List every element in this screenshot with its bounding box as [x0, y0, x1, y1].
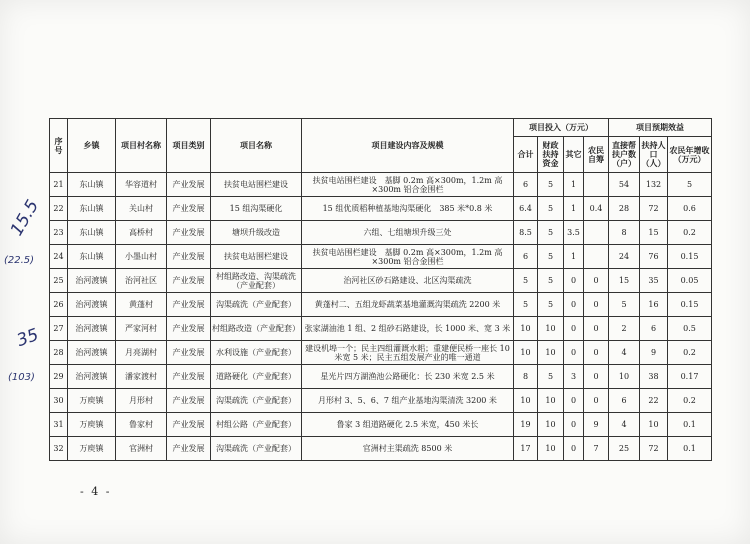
cell-village: 月形村 [116, 389, 167, 413]
cell-income: 0.1 [668, 413, 712, 437]
table-row [50, 317, 712, 341]
table-row [50, 245, 712, 269]
cell-village: 黄蓬村 [116, 293, 167, 317]
cell-households: 28 [609, 197, 640, 221]
cell-seq: 29 [50, 365, 68, 389]
header-category: 项目类别 [167, 119, 211, 173]
cell-content: 鲁家 3 组道路硬化 2.5 米宽，450 米长 [302, 413, 514, 437]
cell-income: 0.17 [668, 365, 712, 389]
cell-income: 0.2 [668, 221, 712, 245]
cell-households: 2 [609, 317, 640, 341]
cell-town: 治河渡镇 [68, 365, 116, 389]
header-fiscal: 财政扶持资金 [538, 137, 564, 173]
header-investment: 项目投入（万元） [514, 119, 609, 137]
cell-seq: 27 [50, 317, 68, 341]
cell-population: 15 [640, 221, 668, 245]
cell-total: 17 [514, 437, 538, 461]
cell-households: 54 [609, 173, 640, 197]
cell-total: 10 [514, 389, 538, 413]
table-row [50, 221, 712, 245]
cell-income: 5 [668, 173, 712, 197]
cell-fiscal: 5 [538, 197, 564, 221]
table-row [50, 293, 712, 317]
cell-other: 3.5 [564, 221, 584, 245]
cell-income: 0.1 [668, 437, 712, 461]
cell-income: 0.5 [668, 317, 712, 341]
cell-content: 黄蓬村二、五组龙虾蔬菜基地灌溉沟渠疏洗 2200 米 [302, 293, 514, 317]
cell-other: 0 [564, 341, 584, 365]
cell-village: 官洲村 [116, 437, 167, 461]
cell-town: 万庾镇 [68, 413, 116, 437]
header-households: 直接帮扶户数（户） [609, 137, 640, 173]
cell-name: 水利设施（产业配套） [211, 341, 302, 365]
cell-category: 产业发展 [167, 197, 211, 221]
cell-fiscal: 10 [538, 413, 564, 437]
cell-income: 0.2 [668, 389, 712, 413]
cell-fiscal: 5 [538, 221, 564, 245]
cell-total: 10 [514, 341, 538, 365]
header-income: 农民年增收（万元） [668, 137, 712, 173]
cell-village: 小墨山村 [116, 245, 167, 269]
header-population: 扶持人口（人） [640, 137, 668, 173]
cell-content: 治河社区砂石路建设、北区沟渠疏洗 [302, 269, 514, 293]
cell-content: 扶贫电站围栏建设 基脚 0.2m 高×300m，1.2m 高×300m 铝合金围栏 [302, 245, 514, 269]
header-self: 农民自筹 [584, 137, 609, 173]
cell-households: 6 [609, 389, 640, 413]
cell-content: 月形村 3、5、6、7 组产业基地沟渠清洗 3200 米 [302, 389, 514, 413]
handwritten-note: 35 [14, 324, 42, 352]
cell-total: 5 [514, 293, 538, 317]
cell-other: 1 [564, 173, 584, 197]
cell-self: 0 [584, 389, 609, 413]
cell-content: 星光片四方湖渔池公路硬化：长 230 米宽 2.5 米 [302, 365, 514, 389]
cell-households: 4 [609, 413, 640, 437]
cell-name: 沟渠疏洗（产业配套） [211, 389, 302, 413]
table-row [50, 413, 712, 437]
cell-self [584, 245, 609, 269]
cell-other: 0 [564, 293, 584, 317]
cell-category: 产业发展 [167, 293, 211, 317]
cell-seq: 24 [50, 245, 68, 269]
table-body [50, 173, 712, 461]
cell-self: 0 [584, 317, 609, 341]
cell-other: 0 [564, 437, 584, 461]
cell-self: 0 [584, 269, 609, 293]
handwritten-note: 15.5 [6, 196, 44, 240]
cell-fiscal: 10 [538, 389, 564, 413]
cell-self [584, 221, 609, 245]
header-benefit: 项目预期效益 [609, 119, 712, 137]
cell-fiscal: 5 [538, 269, 564, 293]
cell-category: 产业发展 [167, 365, 211, 389]
cell-category: 产业发展 [167, 437, 211, 461]
cell-town: 治河渡镇 [68, 269, 116, 293]
cell-town: 东山镇 [68, 197, 116, 221]
header-town: 乡镇 [68, 119, 116, 173]
cell-income: 0.6 [668, 197, 712, 221]
cell-other: 1 [564, 197, 584, 221]
cell-category: 产业发展 [167, 317, 211, 341]
cell-seq: 32 [50, 437, 68, 461]
cell-content: 15 组优质稻种植基地沟渠硬化 385 米*0.8 米 [302, 197, 514, 221]
cell-households: 10 [609, 365, 640, 389]
cell-total: 6 [514, 173, 538, 197]
cell-town: 东山镇 [68, 221, 116, 245]
cell-other: 0 [564, 413, 584, 437]
cell-village: 关山村 [116, 197, 167, 221]
cell-name: 扶贫电站围栏建设 [211, 173, 302, 197]
cell-population: 72 [640, 197, 668, 221]
header-other: 其它 [564, 137, 584, 173]
cell-population: 76 [640, 245, 668, 269]
cell-village: 高桥村 [116, 221, 167, 245]
cell-population: 22 [640, 389, 668, 413]
cell-seq: 22 [50, 197, 68, 221]
cell-name: 道路硬化（产业配套） [211, 365, 302, 389]
cell-category: 产业发展 [167, 389, 211, 413]
handwritten-note: (103) [8, 372, 35, 383]
cell-population: 72 [640, 437, 668, 461]
cell-other: 0 [564, 269, 584, 293]
cell-village: 严家河村 [116, 317, 167, 341]
cell-category: 产业发展 [167, 341, 211, 365]
header-content: 项目建设内容及规模 [302, 119, 514, 173]
cell-households: 5 [609, 293, 640, 317]
cell-households: 4 [609, 341, 640, 365]
table-row [50, 341, 712, 365]
header-name: 项目名称 [211, 119, 302, 173]
cell-households: 25 [609, 437, 640, 461]
cell-name: 村组路改造（产业配套） [211, 317, 302, 341]
cell-name: 沟渠疏洗（产业配套） [211, 293, 302, 317]
cell-town: 治河渡镇 [68, 293, 116, 317]
cell-population: 6 [640, 317, 668, 341]
cell-seq: 30 [50, 389, 68, 413]
cell-population: 38 [640, 365, 668, 389]
cell-village: 华容道村 [116, 173, 167, 197]
cell-village: 潘家渡村 [116, 365, 167, 389]
cell-self: 0 [584, 341, 609, 365]
cell-town: 东山镇 [68, 245, 116, 269]
cell-village: 治河社区 [116, 269, 167, 293]
cell-name: 沟渠疏洗（产业配套） [211, 437, 302, 461]
cell-category: 产业发展 [167, 269, 211, 293]
page-number: - 4 - [80, 485, 112, 498]
cell-category: 产业发展 [167, 413, 211, 437]
cell-fiscal: 10 [538, 317, 564, 341]
cell-village: 鲁家村 [116, 413, 167, 437]
cell-income: 0.2 [668, 341, 712, 365]
cell-self: 0 [584, 293, 609, 317]
cell-total: 6 [514, 245, 538, 269]
cell-other: 3 [564, 365, 584, 389]
cell-total: 5 [514, 269, 538, 293]
cell-category: 产业发展 [167, 173, 211, 197]
cell-seq: 23 [50, 221, 68, 245]
header-village: 项目村名称 [116, 119, 167, 173]
cell-total: 8 [514, 365, 538, 389]
cell-name: 塘坝升级改造 [211, 221, 302, 245]
cell-self [584, 173, 609, 197]
cell-households: 24 [609, 245, 640, 269]
cell-town: 万庾镇 [68, 437, 116, 461]
cell-category: 产业发展 [167, 245, 211, 269]
cell-population: 9 [640, 341, 668, 365]
header-seq: 序号 [50, 119, 68, 173]
cell-content: 建设机埠一个；民主四组灌溉水耜；重建便民桥一座长 10 米宽 5 米；民主五组发展产业的唯一通道 [302, 341, 514, 365]
table-row [50, 269, 712, 293]
cell-seq: 25 [50, 269, 68, 293]
cell-other: 1 [564, 245, 584, 269]
cell-name: 15 组沟渠硬化 [211, 197, 302, 221]
cell-name: 村组公路（产业配套） [211, 413, 302, 437]
cell-self: 0.4 [584, 197, 609, 221]
table-row [50, 365, 712, 389]
cell-households: 15 [609, 269, 640, 293]
cell-total: 6.4 [514, 197, 538, 221]
cell-village: 月亮湖村 [116, 341, 167, 365]
cell-seq: 28 [50, 341, 68, 365]
cell-content: 官洲村主渠疏洗 8500 米 [302, 437, 514, 461]
cell-fiscal: 5 [538, 173, 564, 197]
cell-total: 10 [514, 317, 538, 341]
cell-category: 产业发展 [167, 221, 211, 245]
table-row [50, 173, 712, 197]
cell-population: 35 [640, 269, 668, 293]
cell-name: 扶贫电站围栏建设 [211, 245, 302, 269]
table-row [50, 437, 712, 461]
header-total: 合计 [514, 137, 538, 173]
cell-town: 东山镇 [68, 173, 116, 197]
cell-name: 村组路改造、沟渠疏洗（产业配套） [211, 269, 302, 293]
cell-content: 扶贫电站围栏建设 基脚 0.2m 高×300m，1.2m 高×300m 铝合金围栏 [302, 173, 514, 197]
cell-other: 0 [564, 317, 584, 341]
cell-seq: 26 [50, 293, 68, 317]
handwritten-note: (22.5) [4, 255, 35, 266]
cell-income: 0.15 [668, 293, 712, 317]
cell-fiscal: 5 [538, 245, 564, 269]
cell-total: 8.5 [514, 221, 538, 245]
cell-town: 万庾镇 [68, 389, 116, 413]
cell-seq: 21 [50, 173, 68, 197]
cell-fiscal: 10 [538, 437, 564, 461]
cell-population: 10 [640, 413, 668, 437]
cell-seq: 31 [50, 413, 68, 437]
cell-content: 张家湖油池 1 组、2 组砂石路建设，长 1000 米、宽 3 米 [302, 317, 514, 341]
cell-other: 0 [564, 389, 584, 413]
cell-self: 7 [584, 437, 609, 461]
cell-self: 0 [584, 365, 609, 389]
cell-population: 16 [640, 293, 668, 317]
cell-content: 六组、七组塘坝升级三处 [302, 221, 514, 245]
cell-total: 19 [514, 413, 538, 437]
project-table [49, 118, 712, 461]
cell-town: 治河渡镇 [68, 317, 116, 341]
cell-population: 132 [640, 173, 668, 197]
cell-fiscal: 10 [538, 341, 564, 365]
cell-fiscal: 5 [538, 365, 564, 389]
cell-households: 8 [609, 221, 640, 245]
table-row [50, 389, 712, 413]
cell-fiscal: 5 [538, 293, 564, 317]
cell-income: 0.05 [668, 269, 712, 293]
cell-self: 9 [584, 413, 609, 437]
cell-income: 0.15 [668, 245, 712, 269]
cell-town: 治河渡镇 [68, 341, 116, 365]
table-row [50, 197, 712, 221]
